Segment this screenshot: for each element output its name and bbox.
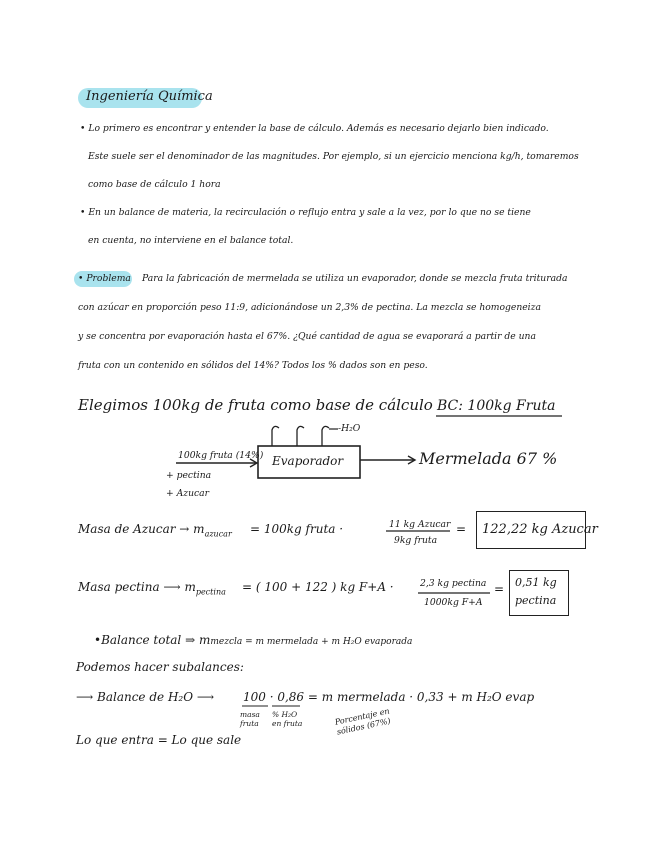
balance-total-rest: mezcla = m mermelada + m H₂O evaporada (210, 637, 413, 647)
azucar-equals: = (456, 522, 467, 536)
note-line-4: • En un balance de materia, la recirculación o reflujo entra y sale a la vez, por lo que no se tiene (80, 207, 531, 218)
balance-agua: ⟶ Balance de H₂O ⟶ (76, 690, 215, 704)
water-out-label: -H₂O (338, 423, 361, 434)
balance-total-label: •Balance total ⇒ m (94, 633, 211, 647)
problem-tag: • Problema (78, 273, 131, 284)
pectina-lhs (78, 580, 226, 596)
problem-line-2: con azúcar en proporción peso 11:9, adicionándose un 2,3% de pectina. La mezcla se homogeneiza (78, 302, 541, 313)
balance-total (94, 633, 412, 647)
input-fruit-label: 100kg fruta (14%) (178, 450, 264, 461)
pectina-num: 2,3 kg pectina (420, 578, 487, 589)
problem-line-3: y se concentra por evaporación hasta el 67%. ¿Qué cantidad de agua se evaporará a partir de una (78, 331, 536, 342)
output-label: Mermelada 67 % (419, 449, 558, 468)
pectina-result-1: 0,51 kg (515, 576, 557, 589)
vapour-arrow-2 (297, 426, 304, 446)
pectina-result-2: pectina (515, 594, 557, 607)
lo-que-entra: Lo que entra = Lo que sale (76, 733, 242, 747)
evaporator-label: Evaporador (272, 454, 344, 468)
problem-line-1: Para la fabricación de mermelada se utiliza un evaporador, donde se mezcla fruta triturada (142, 273, 568, 284)
azucar-sub: azucar (204, 529, 232, 539)
balance-agua-eq: 100 · 0,86 = m mermelada · 0,33 + m H₂O evap (243, 690, 535, 704)
azucar-eq: = 100kg fruta · (250, 522, 344, 536)
azucar-num: 11 kg Azucar (389, 519, 451, 530)
note-line-5: en cuenta, no interviene en el balance total. (88, 235, 294, 246)
vapour-arrow-1 (272, 426, 279, 446)
pectina-sub: pectina (195, 587, 226, 597)
vapour-arrow-3 (322, 426, 329, 446)
note-line-2: Este suele ser el denominador de las magnitudes. Por ejemplo, si un ejercicio menciona kg/h, tomaremos (88, 151, 579, 162)
pectina-den: 1000kg F+A (424, 597, 483, 608)
note-porcentaje: Porcentaje en sólidos (67%) (334, 706, 392, 737)
note-masa-fruta: masa fruta (240, 710, 260, 728)
subbalances: Podemos hacer subalances: (76, 660, 244, 674)
azucar-result: 122,22 kg Azucar (482, 522, 598, 537)
page-title: Ingeniería Química (86, 89, 213, 104)
azucar-den: 9kg fruta (394, 535, 438, 546)
input-pectin-label: + pectina (166, 470, 212, 481)
note-pct-agua: % H₂O en fruta (272, 710, 303, 728)
pectina-lhs-text: Masa pectina ⟶ m (78, 580, 196, 594)
input-sugar-label: + Azucar (166, 488, 210, 499)
base-calc: BC: 100kg Fruta (437, 398, 556, 414)
azucar-lhs-text: Masa de Azucar → m (78, 522, 205, 536)
base-choice: Elegimos 100kg de fruta como base de cálculo (78, 396, 433, 414)
note-line-3: como base de cálculo 1 hora (88, 179, 221, 190)
note-line-1: • Lo primero es encontrar y entender la base de cálculo. Además es necesario dejarlo bien indicado. (80, 123, 549, 134)
pectina-equals: = (494, 582, 505, 596)
pectina-eq: = ( 100 + 122 ) kg F+A · (242, 580, 394, 594)
problem-line-4: fruta con un contenido en sólidos del 14%? Todos los % dados son en peso. (78, 360, 428, 371)
azucar-lhs (78, 522, 232, 538)
